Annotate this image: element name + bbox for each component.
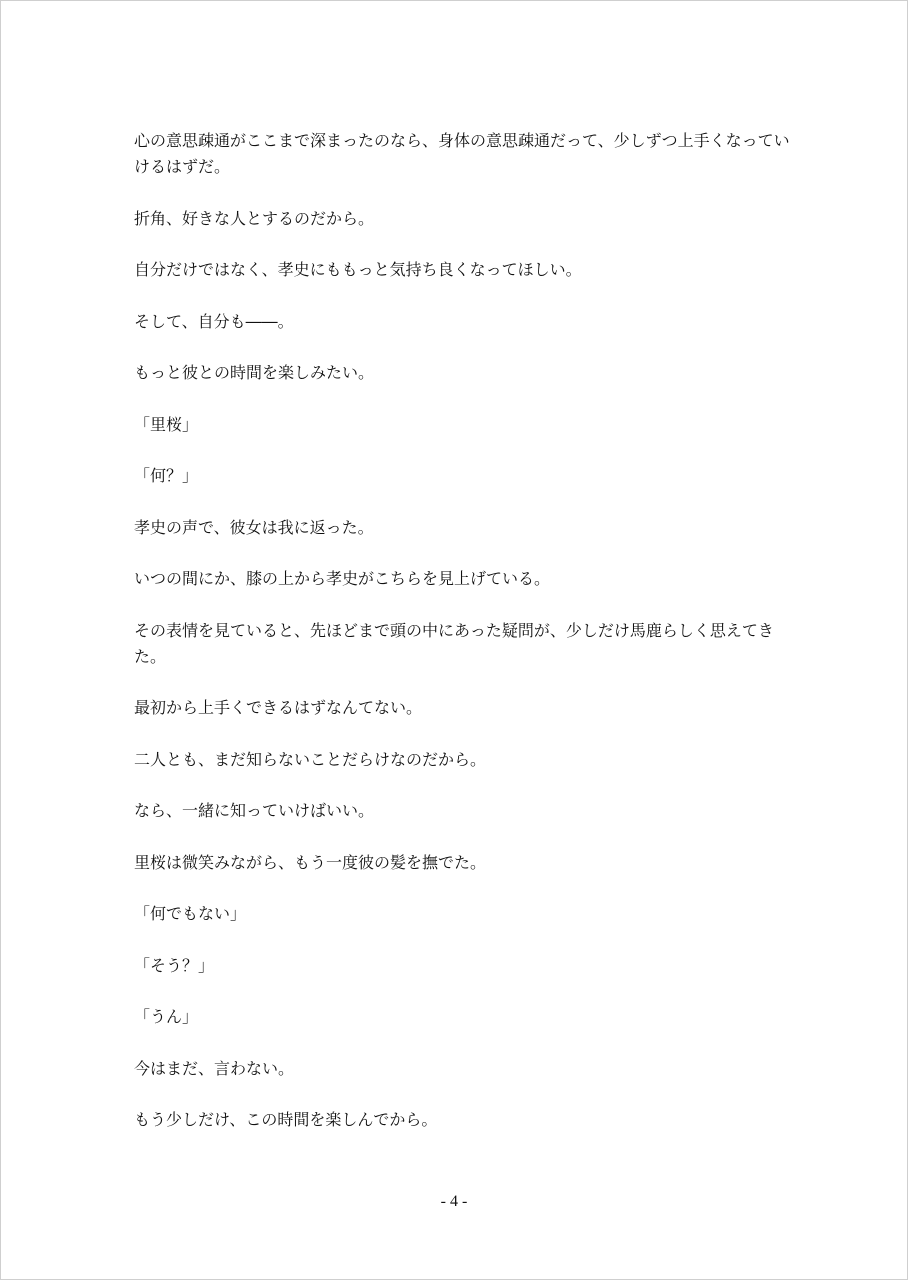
paragraph: 里桜は微笑みながら、もう一度彼の髪を撫でた。 [134,852,487,872]
paragraph: もっと彼との時間を楽しみたい。 [134,363,375,382]
paragraph: なら、一緒に知っていけばいい。 [134,801,375,820]
body-text [134,128,794,1159]
paragraph: 孝史の声で、彼女は我に返った。 [134,517,374,537]
paragraph: そして、自分も――。 [134,311,294,331]
paragraph: 折角、好きな人とするのだから。 [134,208,375,228]
page-number: - 4 - [440,1193,468,1210]
dialogue-line: 「そう？」 [134,955,215,975]
paragraph: 今はまだ、言わない。 [134,1058,295,1078]
paragraph: その表情を見ていると、先ほどまで頭の中にあった疑問が、少しだけ馬鹿らしく思えてきた。 [134,620,774,666]
paragraph: 心の意思疎通がここまで深まったのなら、身体の意思疎通だって、少しずつ上手くなっていけるはずだ。 [134,131,790,176]
dialogue-line: 「何でもない」 [134,904,247,923]
paragraph: 二人とも、まだ知らないことだらけなのだから。 [134,749,487,769]
paragraph: 最初から上手くできるはずなんてない。 [134,698,423,717]
dialogue-line: 「何？」 [134,466,199,485]
dialogue-line: 「うん」 [134,1007,199,1026]
paragraph: もう少しだけ、この時間を楽しんでから。 [134,1110,438,1129]
paragraph: いつの間にか、膝の上から孝史がこちらを見上げている。 [134,569,551,588]
paragraph: 自分だけではなく、孝史にももっと気持ち良くなってほしい。 [134,260,582,279]
dialogue-line: 「里桜」 [134,414,199,434]
